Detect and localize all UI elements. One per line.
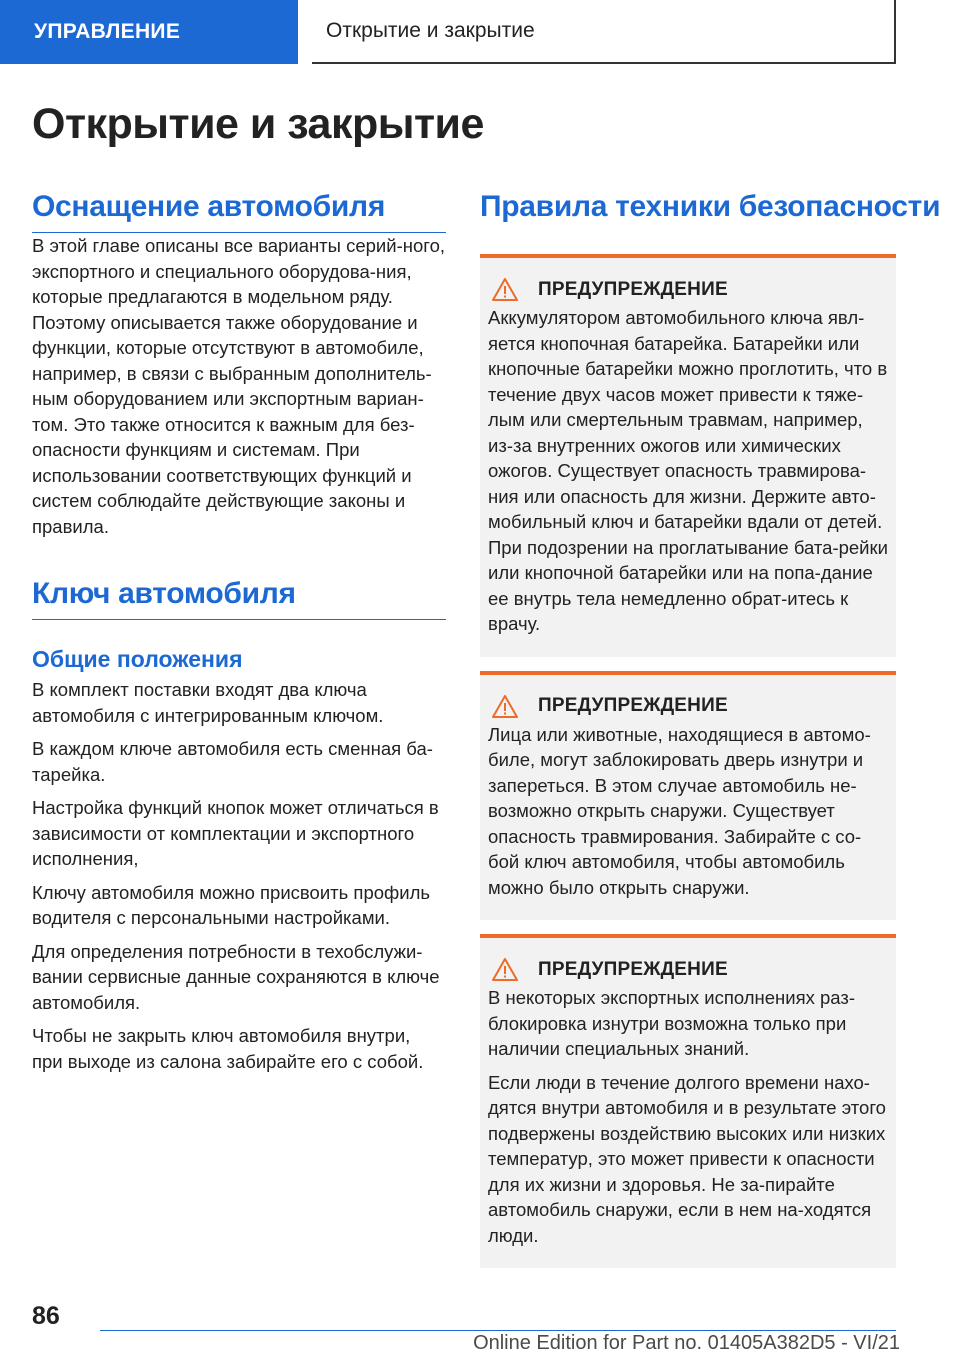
equipment-heading: Оснащение автомобиля xyxy=(32,190,446,233)
general-paragraph: Ключу автомобиля можно присвоить профиль водителя с персональными настройками. xyxy=(32,881,431,928)
warning-label: ПРЕДУПРЕЖДЕНИЕ xyxy=(538,958,728,980)
warning-triangle-icon xyxy=(488,958,530,981)
warning-header xyxy=(488,695,888,718)
section-tab: УПРАВЛЕНИЕ xyxy=(0,0,298,64)
warning-box-1 xyxy=(480,254,896,657)
general-paragraph: Для определения потребности в техобслужи-вании сервисные данные сохраняются в ключе автомобиля. xyxy=(32,940,440,1013)
right-column xyxy=(480,190,941,1268)
equipment-text: В этой главе описаны все варианты серий-ного, экспортного и специального оборудова-ния, которые предлагаются в модельном ряду. Поэтому описывается также оборудование и функции, которые отсутствуют в автомобиле, например, в связи с выбранным дополнитель-ным оборудованием или экспортным вариан-том. Это также относится к важным для без-опасности функциям и системам. При использовании соответствующих функций и систем соблюдайте действующие законы и правила. xyxy=(32,235,446,537)
warning-box-2 xyxy=(480,671,896,921)
page-title: Открытие и закрытие xyxy=(32,100,484,148)
general-paragraph: Чтобы не закрыть ключ автомобиля внутри, при выходе из салона забирайте его с собой. xyxy=(32,1025,424,1072)
warning-box-3 xyxy=(480,934,896,1268)
warning-header xyxy=(488,958,888,981)
general-paragraph: В каждом ключе автомобиля есть сменная ба-тарейка. xyxy=(32,738,433,785)
general-paragraph: В комплект поставки входят два ключа автомобиля с интегрированным ключом. xyxy=(32,679,384,726)
safety-heading: Правила техники безопасности xyxy=(480,190,941,223)
warning-text: В некоторых экспортных исполнениях раз-блокировка изнутри возможна только при наличии специальных знаний. xyxy=(488,987,856,1059)
warning-text: Аккумулятором автомобильного ключа явл-яется кнопочная батарейка. Батарейки или кнопочные батарейки можно проглотить, что в течение двух часов может привести к тяже-лым или смертельным травмам, например, из-за внутренних ожогов или химических ожогов. Существует опасность травмирова-ния или опасность для жизни. Держите авто-мобильный ключ и батарейки вдали от детей. При подозрении на проглатывание бата-рейки или кнопочной батарейки или на попа-дание ее внутрь тела немедленно обрат-итесь к врачу. xyxy=(488,307,888,634)
page-number: 86 xyxy=(32,1302,60,1330)
general-paragraph: Настройка функций кнопок может отличаться в зависимости от комплектации и экспортного исполнения, xyxy=(32,797,439,869)
warning-label: ПРЕДУПРЕЖДЕНИЕ xyxy=(538,278,728,300)
footer-edition: Online Edition for Part no. 01405A382D5 - VI/21 xyxy=(473,1332,900,1354)
footer-rule xyxy=(100,1330,896,1331)
key-heading: Ключ автомобиля xyxy=(32,577,446,620)
left-column xyxy=(32,190,446,1074)
warning-triangle-icon xyxy=(488,278,530,301)
warning-triangle-icon xyxy=(488,695,530,718)
warning-label: ПРЕДУПРЕЖДЕНИЕ xyxy=(538,695,728,716)
warning-text: Лица или животные, находящиеся в автомо-биле, могут заблокировать дверь изнутри и запереться. В этом случае автомобиль не-возможно открыть снаружи. Существует опасность травмирования. Забирайте с со-бой ключ автомобиля, чтобы автомобиль можно было открыть снаружи. xyxy=(488,723,871,898)
chapter-header: Открытие и закрытие xyxy=(312,0,896,64)
warning-header xyxy=(488,278,888,301)
key-section xyxy=(32,577,446,1074)
general-heading: Общие положения xyxy=(32,646,243,672)
warning-text: Если люди в течение долгого времени нахо-дятся внутри автомобиля и в результате этого подвержены воздействию высоких или низких температур, это может привести к опасности для их жизни и здоровья. Не за-пирайте автомобиль снаружи, если в нем на-ходятся люди. xyxy=(488,1071,886,1246)
